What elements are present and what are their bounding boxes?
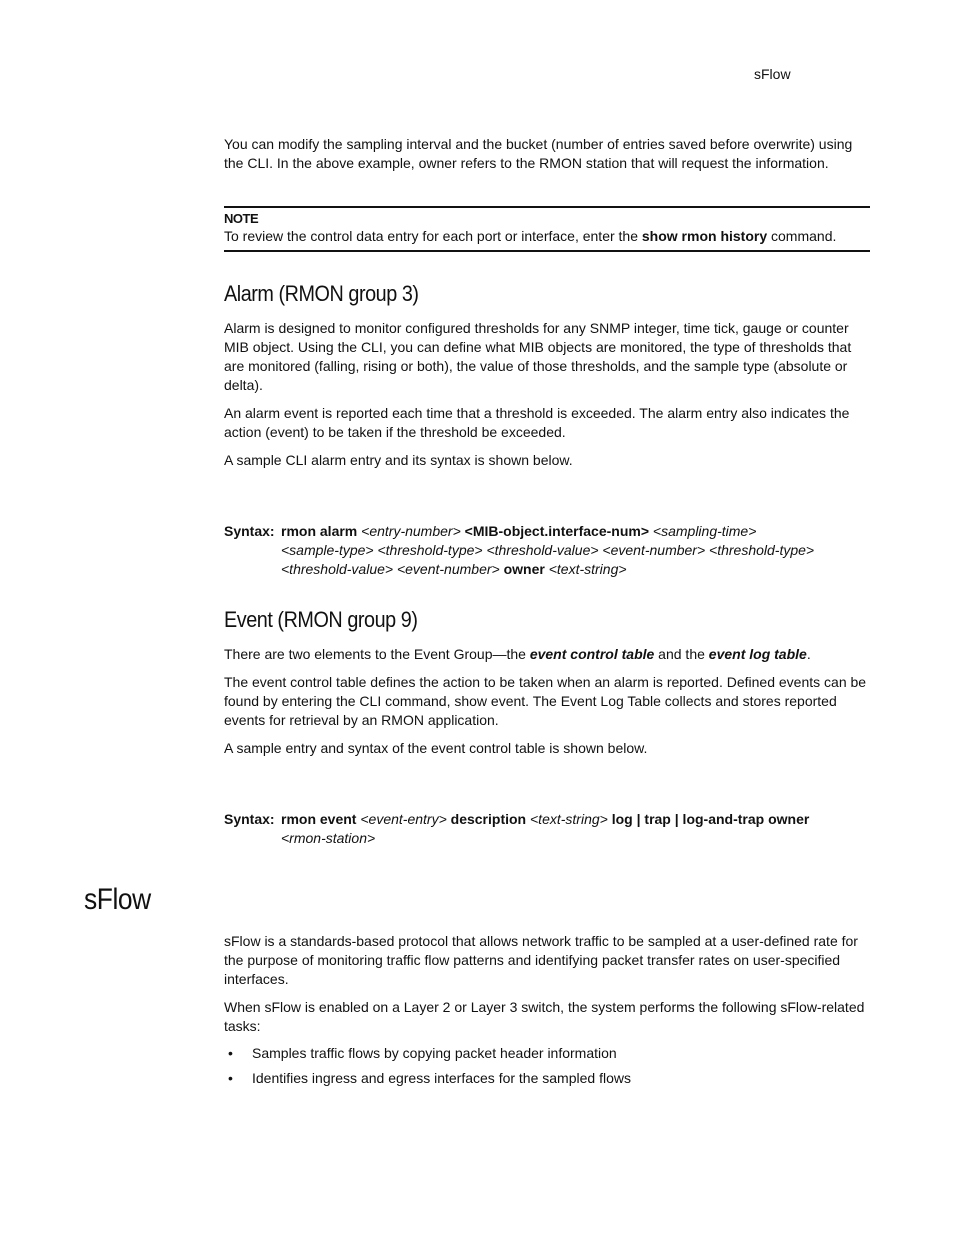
list-item: • Identifies ingress and egress interfaces for the sampled flows — [228, 1070, 631, 1086]
event-paragraph-2: The event control table defines the action to be taken when an alarm is reported. Defined events can be found by entering the CLI command, show event. The Event Log Table collects and stores reported events for retrieval by an RMON application. — [224, 674, 867, 728]
syntax-label: Syntax: — [224, 811, 275, 827]
alarm-syntax: Syntax: rmon alarm <entry-number> <MIB-object.interface-num> <sampling-time> <sample-type> <threshold-type> <threshold-value> <event-number> <threshold-type> <threshold-value> <event-number> owner <text-string> — [224, 523, 815, 577]
syntax-label: Syntax: — [224, 523, 275, 539]
list-item: • Samples traffic flows by copying packet header information — [228, 1045, 617, 1061]
event-paragraph-1: There are two elements to the Event Group—the event control table and the event log table. — [224, 646, 811, 662]
alarm-paragraph-1: Alarm is designed to monitor configured thresholds for any SNMP integer, time tick, gauge or counter MIB object. Using the CLI, you can define what MIB objects are monitored, the type of thresholds that are monitored (falling, rising or both), the value of those thresholds, and the sample type (absolute or delta). — [224, 320, 852, 393]
note-text: To review the control data entry for each port or interface, enter the show rmon history command. — [224, 228, 837, 244]
event-syntax: Syntax: rmon event <event-entry> description <text-string> log | trap | log-and-trap owner <rmon-station> — [224, 811, 810, 846]
alarm-heading: Alarm (RMON group 3) — [224, 281, 419, 306]
intro-paragraph: You can modify the sampling interval and the bucket (number of entries saved before overwrite) using the CLI. In the above example, owner refers to the RMON station that will request the information. — [224, 136, 853, 171]
event-paragraph-3: A sample entry and syntax of the event control table is shown below. — [224, 740, 648, 756]
sflow-paragraph-1: sFlow is a standards-based protocol that allows network traffic to be sampled at a user-defined rate for the purpose of monitoring traffic flow patterns and identifying packet transfer rates on user-specified interfaces. — [224, 933, 858, 987]
running-header: sFlow — [754, 66, 791, 82]
event-heading: Event (RMON group 9) — [224, 607, 418, 632]
alarm-paragraph-3: A sample CLI alarm entry and its syntax is shown below. — [224, 452, 573, 468]
note-command: show rmon history — [641, 228, 768, 244]
alarm-paragraph-2: An alarm event is reported each time that a threshold is exceeded. The alarm entry also indicates the action (event) to be taken if the threshold be exceeded. — [224, 405, 850, 440]
note-box — [224, 206, 870, 252]
note-title: NOTE — [224, 211, 259, 226]
sflow-heading: sFlow — [84, 883, 151, 916]
sflow-paragraph-2: When sFlow is enabled on a Layer 2 or Layer 3 switch, the system performs the following sFlow-related tasks: — [224, 999, 865, 1034]
sflow-task-list — [224, 1044, 870, 1088]
